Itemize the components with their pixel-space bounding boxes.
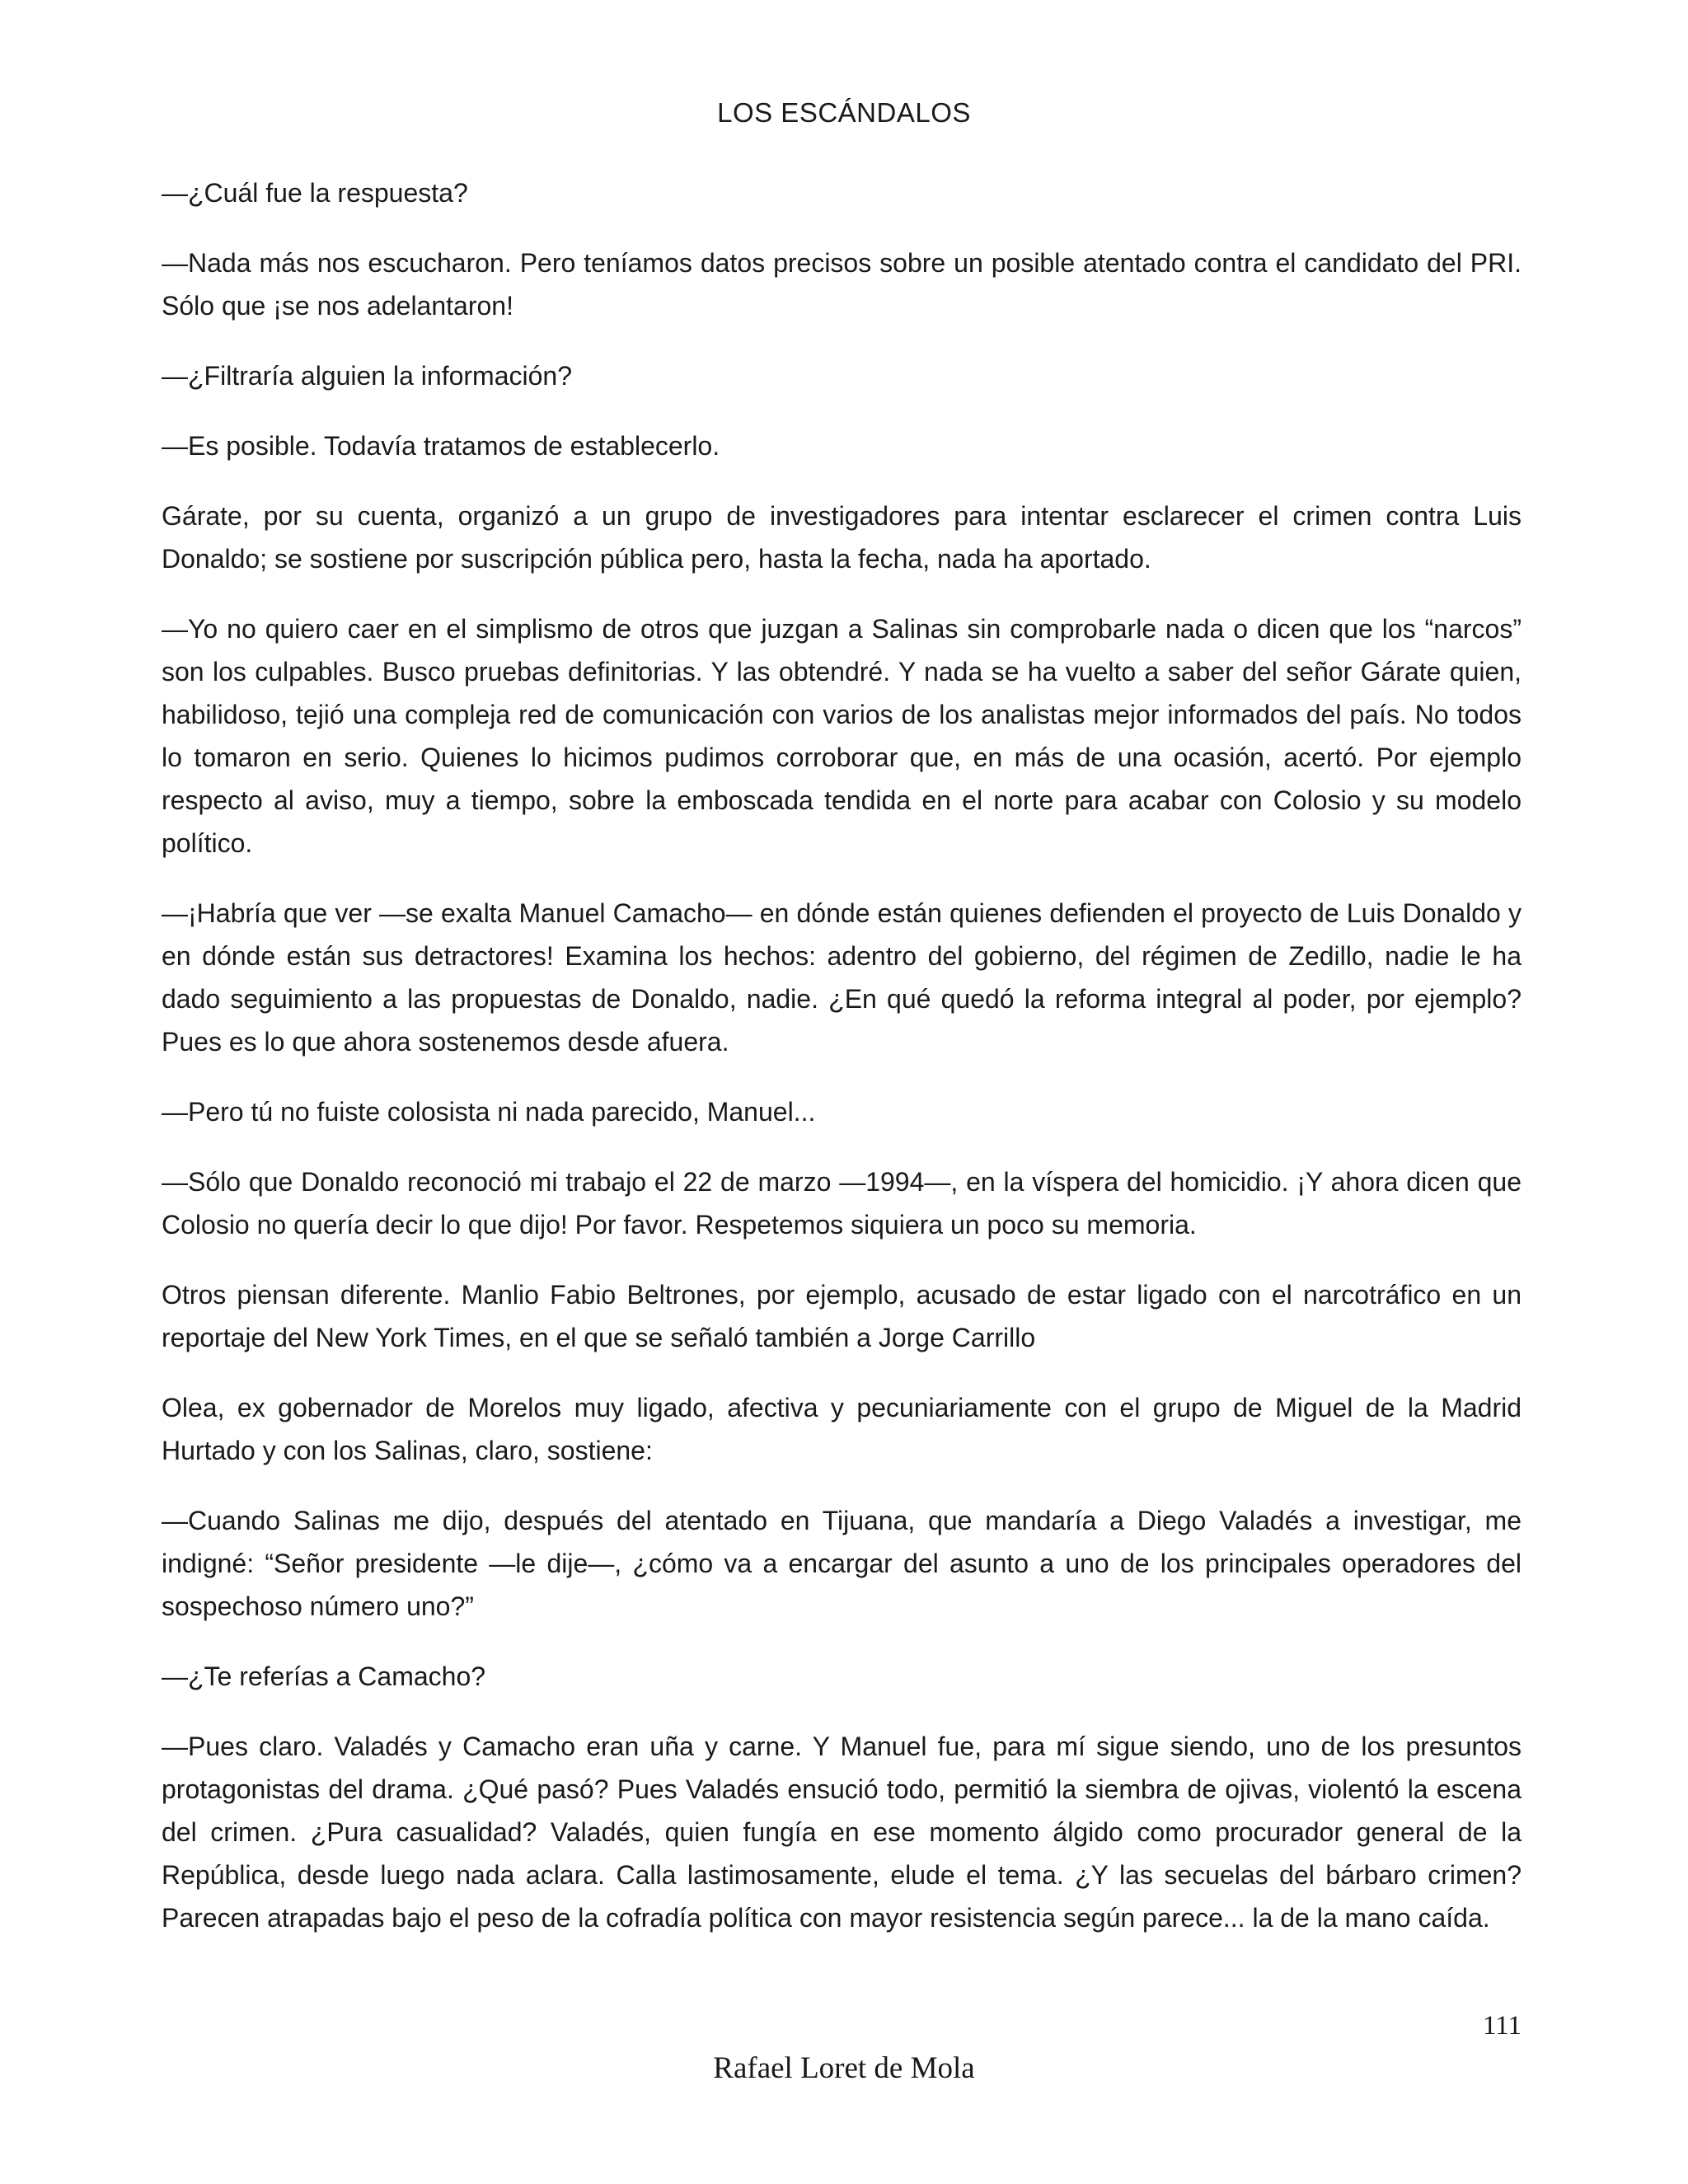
- running-header: LOS ESCÁNDALOS: [717, 97, 971, 128]
- paragraph: Gárate, por su cuenta, organizó a un grupo de investigadores para intentar esclarecer el crimen contra Luis Donaldo; se sostiene por suscripción pública pero, hasta la fecha, nada ha aportado.: [162, 501, 1522, 574]
- paragraph: Otros piensan diferente. Manlio Fabio Beltrones, por ejemplo, acusado de estar ligado con el narcotráfico en un reportaje del New York Times, en el que se señaló también a Jorge Carrillo: [162, 1280, 1522, 1352]
- paragraph: —Pues claro. Valadés y Camacho eran uña y carne. Y Manuel fue, para mí sigue siendo, uno de los presuntos protagonistas del drama. ¿Qué pasó? Pues Valadés ensució todo, permitió la siembra de ojivas, violentó la escena del crimen. ¿Pura casualidad? Valadés, quien fungía en ese momento álgido como procurador general de la República, desde luego nada aclara. Calla lastimosamente, elude el tema. ¿Y las secuelas del bárbaro crimen? Parecen atrapadas bajo el peso de la cofradía política con mayor resistencia según parece... la de la mano caída.: [162, 1732, 1522, 1933]
- paragraph: —¡Habría que ver —se exalta Manuel Camacho— en dónde están quienes defienden el proyecto de Luis Donaldo y en dónde están sus detractores! Examina los hechos: adentro del gobierno, del régimen de Zedillo, nadie le ha dado seguimiento a las propuestas de Donaldo, nadie. ¿En qué quedó la reforma integral al poder, por ejemplo? Pues es lo que ahora sostenemos desde afuera.: [162, 898, 1522, 1057]
- paragraph: —Es posible. Todavía tratamos de establecerlo.: [162, 431, 720, 461]
- page-number: 111: [1482, 2011, 1522, 2041]
- paragraph: —¿Cuál fue la respuesta?: [162, 178, 468, 208]
- paragraph: —Nada más nos escucharon. Pero teníamos datos precisos sobre un posible atentado contra el candidato del PRI. Sólo que ¡se nos adelantaron!: [162, 248, 1522, 321]
- paragraph: —Yo no quiero caer en el simplismo de otros que juzgan a Salinas sin comprobarle nada o dicen que los “narcos” son los culpables. Busco pruebas definitorias. Y las obtendré. Y nada se ha vuelto a saber del señor Gárate quien, habilidoso, tejió una compleja red de comunicación con varios de los analistas mejor informados del país. No todos lo tomaron en serio. Quienes lo hicimos pudimos corroborar que, en más de una ocasión, acertó. Por ejemplo respecto al aviso, muy a tiempo, sobre la emboscada tendida en el norte para acabar con Colosio y su modelo político.: [162, 614, 1522, 858]
- paragraph: —Sólo que Donaldo reconoció mi trabajo el 22 de marzo —1994—, en la víspera del homicidio. ¡Y ahora dicen que Colosio no quería decir lo que dijo! Por favor. Respetemos siquiera un poco su memoria.: [162, 1167, 1522, 1240]
- body-text: [162, 171, 1522, 1966]
- paragraph: —¿Te referías a Camacho?: [162, 1661, 486, 1691]
- paragraph: Olea, ex gobernador de Morelos muy ligado, afectiva y pecuniariamente con el grupo de Miguel de la Madrid Hurtado y con los Salinas, claro, sostiene:: [162, 1393, 1522, 1465]
- paragraph: —Pero tú no fuiste colosista ni nada parecido, Manuel...: [162, 1097, 816, 1127]
- paragraph: —¿Filtraría alguien la información?: [162, 361, 572, 391]
- footer-author: Rafael Loret de Mola: [713, 2051, 975, 2085]
- paragraph: —Cuando Salinas me dijo, después del atentado en Tijuana, que mandaría a Diego Valadés a investigar, me indigné: “Señor presidente —le dije—, ¿cómo va a encargar del asunto a uno de los principales operadores del sospechoso número uno?”: [162, 1506, 1522, 1621]
